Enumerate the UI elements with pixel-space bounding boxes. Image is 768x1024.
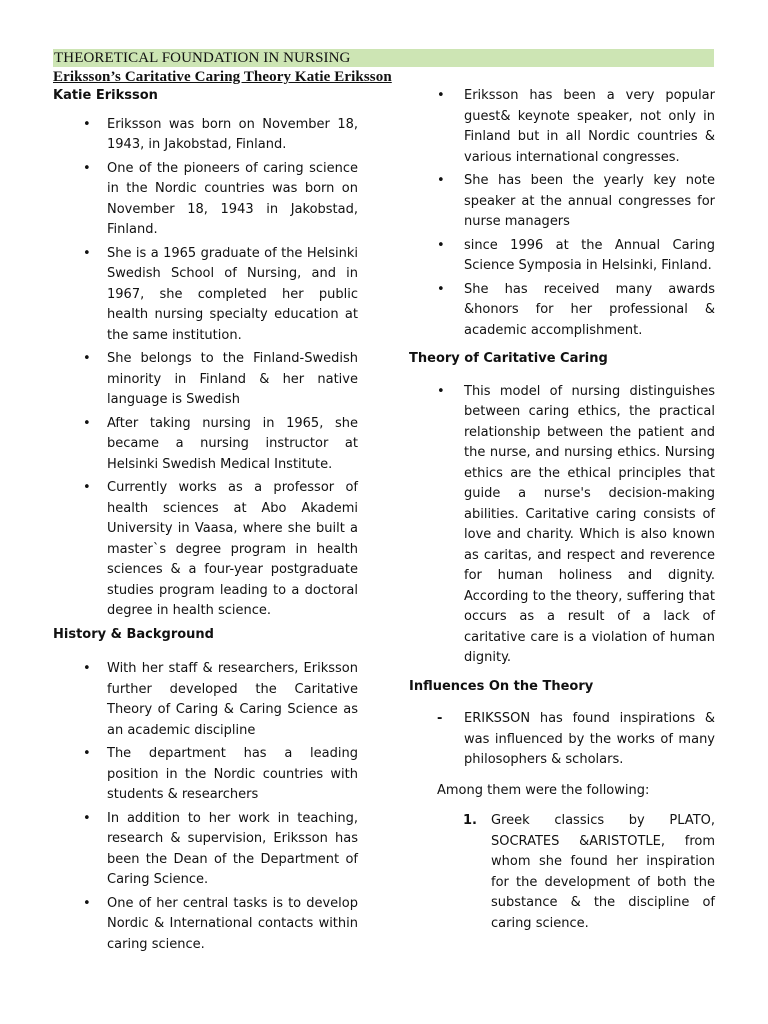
left-column	[53, 86, 358, 958]
bullet-icon: •	[437, 383, 445, 399]
bullet-icon: •	[83, 895, 91, 911]
list-item-text: One of her central tasks is to develop Nordic & International contacts within caring science.	[107, 895, 358, 952]
list-item-text: This model of nursing distinguishes between caring ethics, the practical relationship between the patient and the nurse, and nursing ethics. Nursing ethics are the ethical principles that guide a nurse's decision-making abilities. Caritative caring consists of love and charity. Which is also known as caritas, and respect and reverence for human holiness and dignity. According to the theory, suffering that occurs as a result of a lack of caritative care is a violation of human dignity.	[464, 383, 715, 665]
history-list	[53, 659, 358, 955]
list-item-text: Eriksson was born on November 18, 1943, in Jakobstad, Finland.	[107, 116, 358, 152]
bullet-icon: •	[437, 281, 445, 297]
list-item	[53, 809, 358, 891]
bullet-icon: •	[83, 415, 91, 431]
list-item-text: She has been the yearly key note speaker at the annual congresses for nurse managers	[464, 173, 715, 229]
list-item-text: The department has a leading position in the Nordic countries with students & researchers	[107, 746, 358, 802]
section-heading-katie-eriksson: Katie Eriksson	[53, 88, 158, 103]
bullet-icon: •	[437, 237, 445, 253]
list-item-text: since 1996 at the Annual Caring Science Symposia in Helsinki, Finland.	[464, 237, 715, 273]
list-item-text: One of the pioneers of caring science in the Nordic countries was born on November 18, 1943 in Jakobstad, Finland.	[107, 160, 358, 237]
list-item	[409, 280, 715, 342]
list-item	[53, 115, 358, 156]
bullet-icon: •	[83, 351, 91, 366]
list-item	[409, 382, 715, 669]
influence-list	[409, 709, 715, 771]
list-item	[53, 478, 358, 622]
influence-text: ERIKSSON has found inspirations & was influenced by the works of many philosophers & scholars.	[464, 711, 715, 767]
document-subtitle: Eriksson’s Caritative Caring Theory Katie Eriksson	[53, 69, 392, 85]
list-item-text: She is a 1965 graduate of the Helsinki Swedish School of Nursing, and in 1967, she completed her public health nursing specialty education at the same institution.	[107, 245, 358, 343]
numbered-item-text: Greek classics by PLATO, SOCRATES &ARISTOTLE, from whom she found her inspiration for the development of both the substance & the discipline of caring science.	[491, 813, 715, 931]
bullet-icon: •	[83, 661, 91, 676]
bullet-icon: •	[83, 746, 91, 761]
list-item	[53, 159, 358, 241]
list-item-text: She has received many awards &honors for her professional & academic accomplishment.	[464, 281, 715, 338]
more-bio-list	[409, 86, 715, 341]
list-item-text: She belongs to the Finland-Swedish minority in Finland & her native language is Swedish	[107, 351, 358, 407]
item-number: 1.	[463, 813, 477, 828]
list-item	[53, 744, 358, 806]
bio-list	[53, 115, 358, 622]
right-column	[409, 86, 715, 934]
bullet-icon: •	[83, 116, 91, 132]
bullet-icon: •	[83, 480, 91, 495]
list-item	[409, 709, 715, 771]
dash-marker: -	[437, 711, 443, 726]
among-text: Among them were the following:	[437, 782, 650, 798]
list-item	[53, 659, 358, 741]
section-heading-influences: Influences On the Theory	[409, 678, 594, 694]
list-item	[53, 414, 358, 476]
section-heading-theory: Theory of Caritative Caring	[409, 351, 608, 366]
theory-list	[409, 382, 715, 669]
numbered-list	[409, 811, 715, 934]
list-item-text: After taking nursing in 1965, she became a nursing instructor at Helsinki Swedish Medical Institute.	[107, 415, 358, 472]
bullet-icon: •	[83, 810, 91, 826]
list-item	[53, 349, 358, 411]
list-item	[53, 244, 358, 347]
list-item	[409, 236, 715, 277]
bullet-icon: •	[437, 88, 445, 103]
list-item-text: Currently works as a professor of health sciences at Abo Akademi University in Vaasa, where she built a master`s degree program in health sciences & a four-year postgraduate studies program leading to a doctoral degree in health science.	[107, 480, 358, 618]
list-item-text: In addition to her work in teaching, research & supervision, Eriksson has been the Dean of the Department of Caring Science.	[107, 810, 358, 887]
list-item-text: Eriksson has been a very popular guest& keynote speaker, not only in Finland but in all Nordic countries & various international congresses.	[464, 88, 715, 165]
section-heading-history: History & Background	[53, 626, 214, 642]
list-item	[53, 894, 358, 956]
list-item	[409, 171, 715, 233]
document-banner-title: THEORETICAL FOUNDATION IN NURSING	[53, 49, 714, 67]
list-item-text: With her staff & researchers, Eriksson further developed the Caritative Theory of Caring & Caring Science as an academic discipline	[107, 661, 358, 738]
bullet-icon: •	[83, 245, 91, 261]
bullet-icon: •	[83, 160, 91, 176]
bullet-icon: •	[437, 173, 445, 188]
list-item	[409, 86, 715, 168]
numbered-item	[409, 811, 715, 934]
